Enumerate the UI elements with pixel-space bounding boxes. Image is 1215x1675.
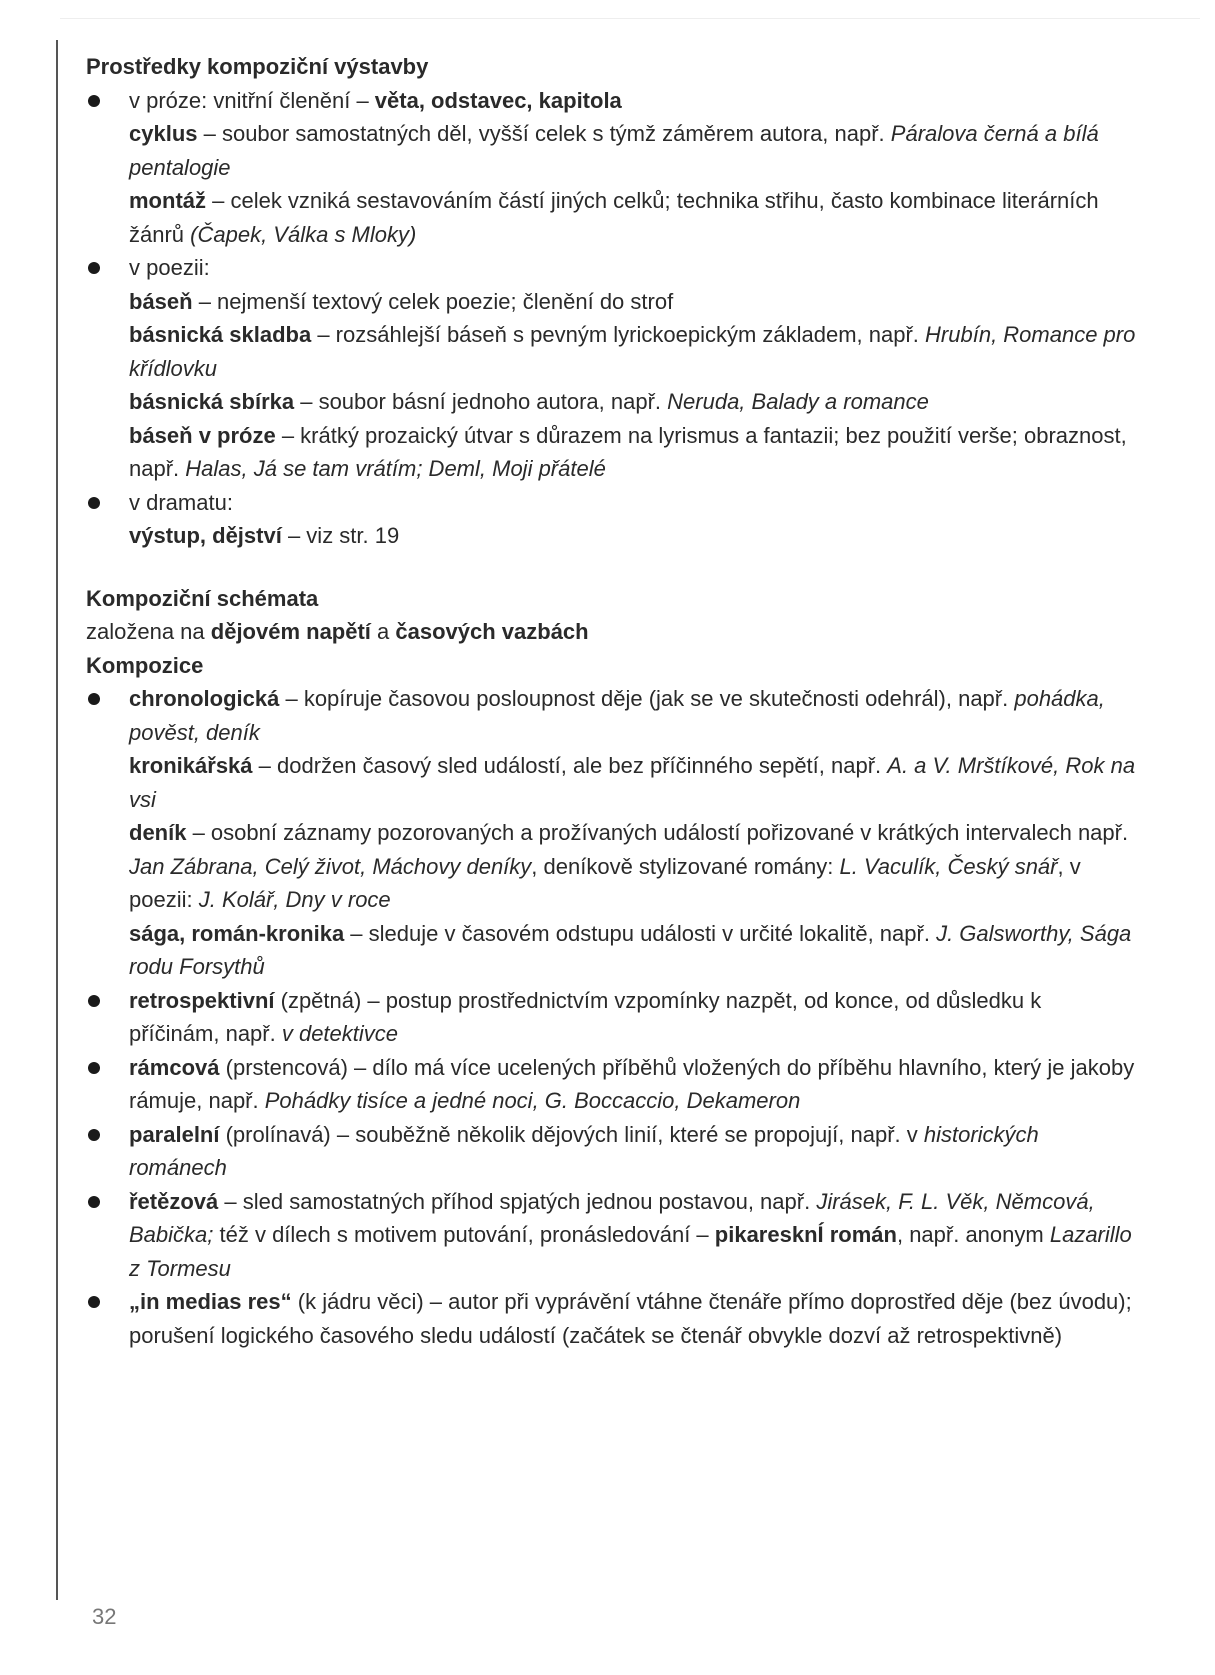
- bold-term: dějovém napětí: [210, 619, 371, 644]
- section-heading-schemata: Kompoziční schémata: [86, 585, 319, 611]
- bullet-icon: [88, 95, 100, 107]
- intro-line: [86, 615, 1136, 649]
- text: též v dílech s motivem putování, pronásledování –: [213, 1222, 715, 1247]
- list-item-retezova: [86, 1185, 1136, 1286]
- text: , v poezii:: [129, 853, 1081, 912]
- text: (prolínavá) – souběžně několik dějových linií, které se propojují, např. v: [219, 1121, 924, 1147]
- example: Pohádky tisíce a jedné noci, G. Boccaccio, Dekameron: [264, 1088, 801, 1113]
- text: v poezii:: [129, 255, 210, 280]
- text: – soubor básní jednoho autora, např.: [294, 389, 668, 414]
- list-item-proza: [86, 84, 1136, 118]
- text: – kopíruje časovou posloupnost děje (jak se ve skutečnosti odehrál), např.: [279, 686, 1015, 711]
- example: L. Vaculík, Český snář: [839, 853, 1058, 879]
- example: J. Galsworthy, Sága rodu Forsythů: [129, 920, 1132, 979]
- example: pohádka, pověst, deník: [129, 686, 1105, 745]
- section-gap: [86, 553, 1136, 582]
- term: řetězová: [129, 1188, 219, 1214]
- bullet-icon: [88, 1196, 100, 1208]
- example: Jirásek, F. L. Věk, Němcová, Babička;: [129, 1188, 1095, 1247]
- term: báseň: [129, 288, 193, 314]
- text: – viz str. 19: [281, 523, 400, 548]
- term: deník: [129, 820, 187, 845]
- page-content: [86, 50, 1136, 1352]
- example: Hrubín, Romance pro křídlovku: [129, 322, 1136, 381]
- example: A. a V. Mrštíkové, Rok na vsi: [129, 753, 1136, 812]
- text: (zpětná) – postup prostřednictvím vzpomínky nazpět, od konce, od důsledku k příčinám, např.: [129, 987, 1042, 1046]
- text: – soubor samostatných děl, vyšší celek s týmž záměrem autora, např.: [197, 121, 891, 146]
- list-item-in-medias-res: [86, 1285, 1136, 1352]
- definition-basen: [86, 285, 1136, 319]
- text: a: [370, 619, 396, 644]
- example: historických románech: [129, 1121, 1039, 1180]
- term: básnická skladba: [129, 322, 312, 347]
- text: – osobní záznamy pozorovaných a prožívaných událostí pořizované v krátkých intervalech např.: [186, 820, 1129, 845]
- list-item-paralelni: [86, 1118, 1136, 1185]
- definition-montaz: [86, 184, 1136, 251]
- text: – sled samostatných příhod spjatých jednou postavou, např.: [218, 1188, 817, 1214]
- definition-denik: [86, 816, 1136, 917]
- text: – sleduje v časovém odstupu události v určité lokalitě, např.: [344, 920, 937, 946]
- term: básnická sbírka: [129, 389, 295, 414]
- definition-vystup: [86, 519, 1136, 553]
- term: kronikářská: [129, 753, 253, 778]
- definition-sbirka: [86, 385, 1136, 419]
- text: – krátký prozaický útvar s důrazem na lyrismus a fantazii; bez použití verše; obraznost, např.: [129, 422, 1127, 481]
- text: založena na: [86, 619, 211, 644]
- definition-saga: [86, 917, 1136, 984]
- definition-skladba: [86, 318, 1136, 385]
- text: – celek vzniká sestavováním částí jiných celků; technika střihu, často kombinace literárních žánrů: [129, 188, 1099, 247]
- bullet-icon: [88, 1129, 100, 1141]
- term: rámcová: [129, 1054, 220, 1080]
- example: Jan Zábrana, Celý život, Máchovy deníky: [129, 853, 532, 879]
- list-item-ramcova: [86, 1051, 1136, 1118]
- subheading-kompozice: Kompozice: [86, 652, 204, 678]
- example: Halas, Já se tam vrátím; Deml, Moji přátelé: [185, 456, 606, 481]
- example: v detektivce: [281, 1021, 399, 1046]
- term: báseň v próze: [129, 422, 276, 448]
- bullet-icon: [88, 995, 100, 1007]
- text: – rozsáhlejší báseň s pevným lyrickoepickým základem, např.: [311, 322, 926, 347]
- bold-term: pikaresknÍ román: [714, 1222, 897, 1247]
- bullet-icon: [88, 1062, 100, 1074]
- bullet-icon: [88, 497, 100, 509]
- definition-kronikarska: [86, 749, 1136, 816]
- definition-cyklus: [86, 117, 1136, 184]
- list-item-retrospektivni: [86, 984, 1136, 1051]
- page-number: 32: [92, 1604, 117, 1629]
- text: v dramatu:: [129, 489, 233, 515]
- list-item-drama: [86, 486, 1136, 520]
- section-heading-vystavba: Prostředky kompoziční výstavby: [86, 54, 429, 79]
- text: , např. anonym: [896, 1222, 1050, 1247]
- text: (prstencová) – dílo má více ucelených příběhů vložených do příběhu hlavního, který je jakoby rámuje, např.: [129, 1054, 1135, 1113]
- bullet-icon: [88, 693, 100, 705]
- definition-basen-v-proze: [86, 419, 1136, 486]
- text: (k jádru věci) – autor při vyprávění vtáhne čtenáře přímo doprostřed děje (bez úvodu); porušení logického časového sledu událostí (začátek se čtenář obvykle dozví až retrospektivně): [129, 1289, 1132, 1348]
- term: montáž: [129, 188, 206, 213]
- text: – dodržen časový sled událostí, ale bez příčinného sepětí, např.: [252, 753, 888, 778]
- list-item-poezie: [86, 251, 1136, 285]
- term: „in medias res“: [129, 1289, 292, 1314]
- term: retrospektivní: [129, 987, 275, 1013]
- text: , deníkově stylizované romány:: [531, 853, 840, 879]
- example: (Čapek, Válka s Mloky): [190, 221, 417, 247]
- list-item-chronologicka: [86, 682, 1136, 749]
- term: sága, román-kronika: [129, 920, 345, 946]
- example: Páralova černá a bílá pentalogie: [129, 121, 1099, 180]
- example: J. Kolář, Dny v roce: [198, 887, 391, 912]
- left-margin-rule: [56, 40, 58, 1600]
- bullet-icon: [88, 1296, 100, 1308]
- bullet-icon: [88, 262, 100, 274]
- term: výstup, dějství: [129, 523, 282, 548]
- text: v próze: vnitřní členění –: [129, 87, 375, 113]
- example: Lazarillo z Tormesu: [129, 1222, 1132, 1281]
- example: Neruda, Balady a romance: [667, 389, 929, 414]
- bold-term: časových vazbách: [395, 619, 589, 644]
- term: cyklus: [129, 121, 198, 146]
- top-divider: [60, 18, 1200, 19]
- term: chronologická: [129, 686, 280, 711]
- text: – nejmenší textový celek poezie; členění do strof: [192, 288, 674, 314]
- term: paralelní: [129, 1121, 220, 1147]
- bold-term: věta, odstavec, kapitola: [374, 87, 622, 113]
